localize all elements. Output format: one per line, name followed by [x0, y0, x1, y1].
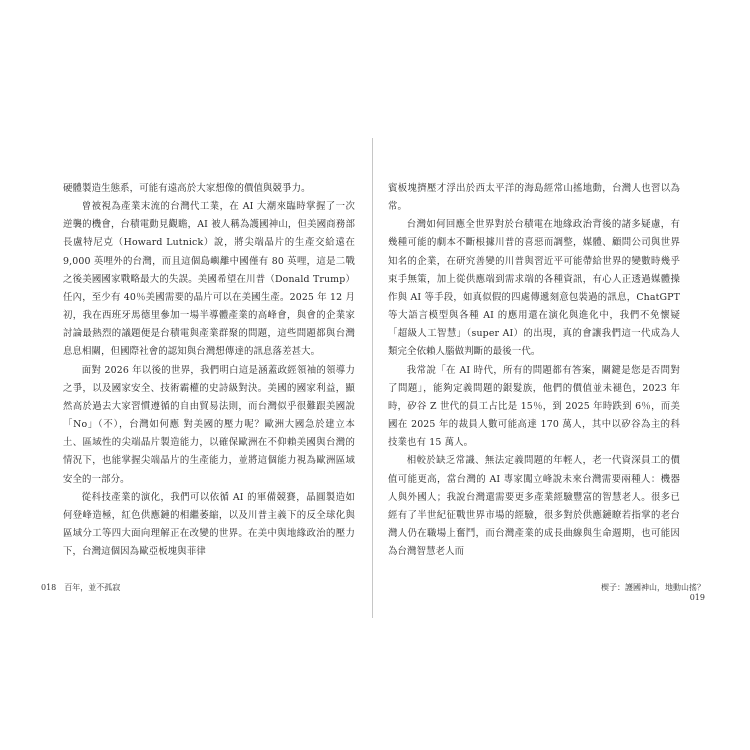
right-paragraph-1: 賓板塊擠壓才浮出於西太平洋的海島經常山搖地動，台灣人也習以為常。 — [388, 183, 680, 213]
left-page-number: 018 — [41, 583, 57, 592]
left-folio — [37, 582, 124, 593]
right-paragraph-4: 相較於缺乏常識、無法定義問題的年輕人，老一代資深員工的價值可能更高，當台灣的 AI 專家闖立峰說未來台灣需要兩種人：機器人與外國人；我說台灣還需要更多產業經驗豐富的智慧老人。很多已經有了半世紀征戰世界市場的經驗，很多對於供應鏈瞭若指掌的老台灣人仍在職場上奮鬥，而台灣產業的成長曲線與生命週期，也可能因為台灣智慧老人而 — [388, 455, 680, 558]
right-running-title: 楔子：護國神山，地動山搖？ — [601, 583, 705, 592]
left-paragraph-2: 曾被視為產業末流的台灣代工業，在 AI 大潮來臨時掌握了一次逆襲的機會，台積電動見觀瞻，AI 被人稱為護國神山，但美國商務部長盧特尼克（Howard Lutnick）說，將尖端晶片的生產交給遠在 9,000 英哩外的台灣，而且這個島嶼離中國僅有 80 英哩，這是二戰之後美國國家戰略最大的失誤。美國希望在川普（Donald Trump）任內，至少有 40％美國需要的晶片可以在美國生產。2025 年 12 月初，我在西班牙馬德里參加一場半導體產業的高峰會，與會的企業家討論最熱烈的議題便是台積電與產業群聚的問題，這些問題都與台灣息息相關，但國際社會的認知與台灣想傳達的訊息落差甚大。 — [63, 201, 355, 358]
right-page — [388, 180, 680, 561]
right-page-number: 019 — [689, 593, 705, 602]
left-paragraph-4: 從科技產業的演化，我們可以依循 AI 的軍備競賽，晶圓製造如何登峰造極，紅色供應鏈的相繼萎縮，以及川普主義下的反全球化與區域分工等四大面向理解正在改變的世界。在美中與地緣政治的壓力下，台灣這個因為歐亞板塊與菲律 — [63, 491, 355, 558]
right-paragraph-3: 我常說「在 AI 時代，所有的問題都有答案，關鍵是您是否問對了問題」，能夠定義問題的銀髮族，他們的價值並未褪色，2023 年時，矽谷 Z 世代的員工占比是 15％，到 2025 年時跌到 6％，而美國在 2025 年的裁員人數可能高達 170 萬人，其中以矽谷為主的科技業也有 15 萬人。 — [388, 364, 680, 449]
right-folio — [589, 582, 709, 602]
left-running-title: 百年，並不孤寂 — [64, 583, 121, 592]
left-paragraph-1: 硬體製造生態系，可能有遠高於大家想像的價值與競爭力。 — [63, 183, 311, 194]
left-paragraph-3: 面對 2026 年以後的世界，我們明白這是涵蓋政經領袖的領導力之爭，以及國家安全、技術霸權的史詩級對決。美國的國家利益，顯然高於過去大家習慣遵循的自由貿易法則，而台灣似乎很難跟美國說「No」（不），台灣如何應 對美國的壓力呢？歐洲大國急於建立本土、區域性的尖端晶片製造能力，以確保歐洲在不仰賴美國與台灣的情況下，也能掌握尖端晶片的生產能力，並將這個能力視為歐洲區域安全的一部分。 — [63, 364, 355, 485]
left-page — [63, 180, 355, 561]
right-paragraph-2: 台灣如何回應全世界對於台積電在地緣政治背後的諸多疑慮，有幾種可能的劇本不斷根據川普的喜惡而調整，媒體、顧問公司與世界知名的企業，在研究善變的川普與習近平可能帶給世界的變數時幾乎束手無策，加上從供應端到需求端的各種資訊，有心人正透過媒體操作與 AI 等手段，如真似假的四處傳遞刻意包裝過的訊息，ChatGPT 等大語言模型與各種 AI 的應用還在演化與進化中，我們不免懷疑「超級人工智慧」（super AI）的出現，真的會讓我們這一代成為人類完全依賴人腦做判斷的最後一代。 — [388, 219, 680, 358]
gutter-divider — [372, 138, 373, 618]
